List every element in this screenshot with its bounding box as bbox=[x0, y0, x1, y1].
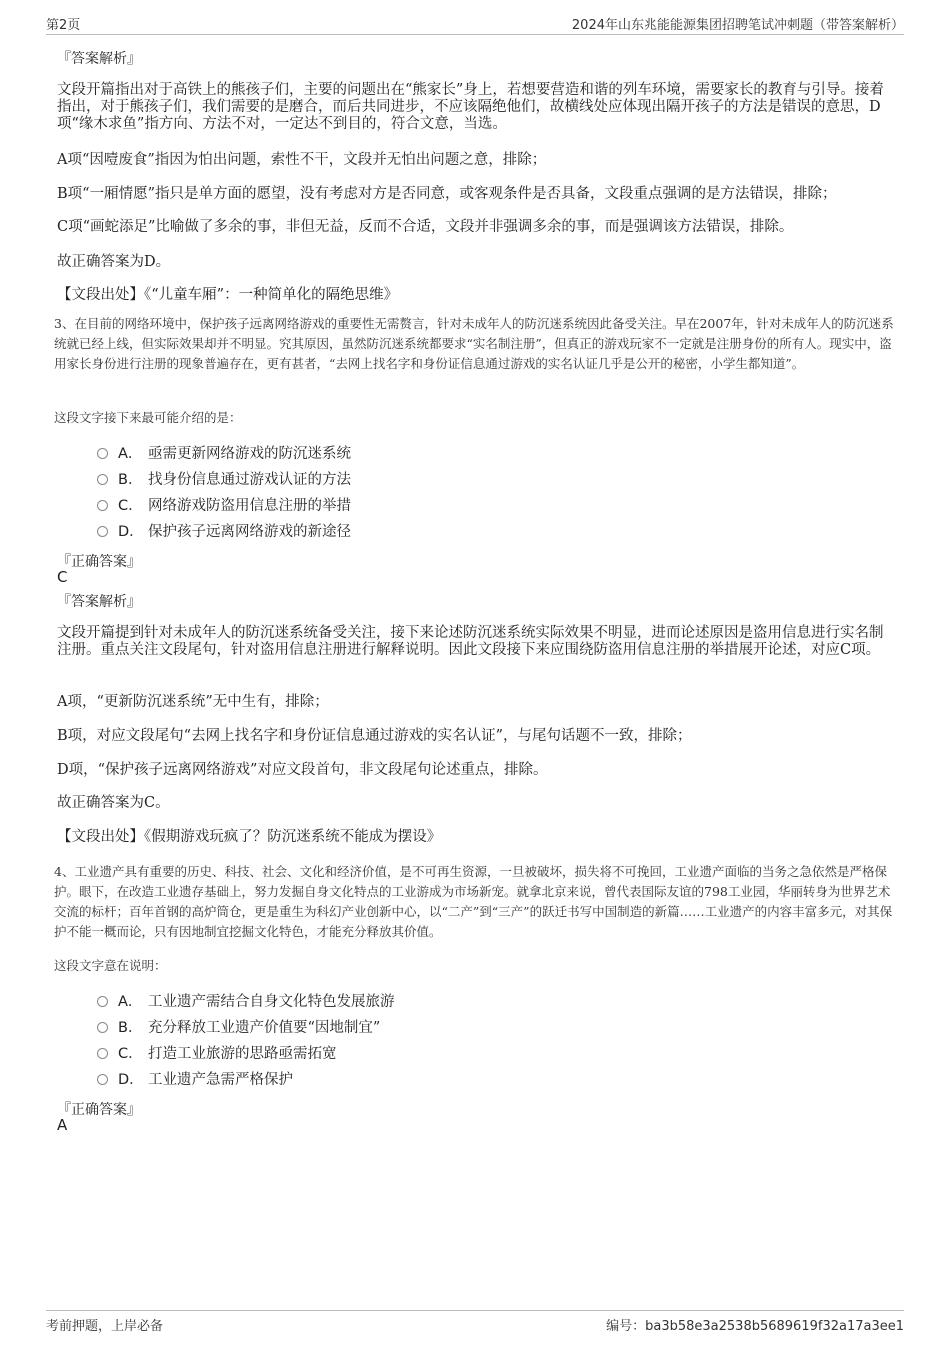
q4-stem: 4、工业遗产具有重要的历史、科技、社会、文化和经济价值，是不可再生资源，一旦被破坏，损失将不可挽回，工业遗产面临的当务之急依然是严格保护。眼下，在改造工业遗存基础上，努力发掘自身文化特点的工业游成为市场新宠。就拿北京来说，曾代表国际友谊的798工业园，华丽转身为世界艺术交流的标杆；百年首钢的高炉筒仓，更是重生为科幻产业创新中心，以“二产”到“三产”的跃迁书写中国制造的新篇……工业遗产的内容丰富多元，对其保护不能一概而论，只有因地制宜挖掘文化特色，才能充分释放其价值。 bbox=[54, 864, 893, 939]
q3-option-d[interactable]: D． 保护孩子远离网络游戏的新途径 bbox=[97, 523, 351, 541]
page-number: 第2页 bbox=[46, 18, 81, 33]
q3-prompt: 这段文字接下来最可能介绍的是： bbox=[54, 410, 242, 425]
q3-option-a[interactable]: A． 亟需更新网络游戏的防沉迷系统 bbox=[97, 445, 351, 463]
q2-source: 【文段出处】《“儿童车厢”：一种简单化的隔绝思维》 bbox=[57, 287, 399, 303]
q3-option-a-explanation: A项，“更新防沉迷系统”无中生有，排除； bbox=[57, 694, 329, 710]
page-footer bbox=[46, 1310, 904, 1335]
q3-correct-answer: C bbox=[57, 568, 68, 586]
q2-option-c-explanation: C项“画蛇添足”比喻做了多余的事，非但无益，反而不合适，文段并非强调多余的事，而是强调该方法错误，排除。 bbox=[57, 219, 794, 235]
footer-slogan: 考前押题，上岸必备 bbox=[46, 1319, 164, 1334]
document-title: 2024年山东兆能能源集团招聘笔试冲刺题（带答案解析） bbox=[571, 18, 904, 33]
q3-analysis-text: 文段开篇提到针对未成年人的防沉迷系统备受关注，接下来论述防沉迷系统实际效果不明显，进而论述原因是盗用信息进行实名制注册。重点关注文段尾句，针对盗用信息注册进行解释说明。因此文段接下来应围绕防盗用信息注册的举措展开论述，对应C项。 bbox=[57, 625, 884, 658]
q4-correct-label: 『正确答案』 bbox=[57, 1102, 141, 1118]
q3-option-b[interactable]: B． 找身份信息通过游戏认证的方法 bbox=[97, 471, 351, 489]
q3-stem: 3、在目前的网络环境中，保护孩子远离网络游戏的重要性无需赘言，针对未成年人的防沉迷系统因此备受关注。早在2007年，针对未成年人的防沉迷系统就已经上线，但实际效果却并不明显。究其原因，虽然防沉迷系统都要求“实名制注册”，但真正的游戏玩家不一定就是注册身份的所有人。现实中，盗用家长身份进行注册的现象普遍存在，更有甚者，“去网上找名字和身份证信息通过游戏的实名认证几乎是公开的秘密，小学生都知道”。 bbox=[54, 316, 894, 371]
radio-button[interactable] bbox=[97, 500, 108, 511]
q2-analysis-text: 文段开篇指出对于高铁上的熊孩子们，主要的问题出在“熊家长”身上，若想要营造和谐的列车环境，需要家长的教育与引导。接着指出，对于熊孩子们，我们需要的是磨合，而后共同进步，不应该隔绝他们，故横线处应体现出隔开孩子的方法是错误的意思，D项“缘木求鱼”指方向、方法不对，一定达不到目的，符合文意，当选。 bbox=[57, 82, 884, 132]
q4-prompt: 这段文字意在说明： bbox=[54, 958, 167, 973]
q4-option-a[interactable]: A． 工业遗产需结合自身文化特色发展旅游 bbox=[97, 993, 395, 1011]
radio-button[interactable] bbox=[97, 996, 108, 1007]
radio-button[interactable] bbox=[97, 448, 108, 459]
q3-source: 【文段出处】《假期游戏玩疯了？防沉迷系统不能成为摆设》 bbox=[57, 829, 442, 845]
q2-option-a-explanation: A项“因噎废食”指因为怕出问题，索性不干，文段并无怕出问题之意，排除； bbox=[57, 152, 547, 168]
q4-correct-answer: A bbox=[57, 1116, 68, 1134]
q3-option-d-explanation: D项，“保护孩子远离网络游戏”对应文段首句，非文段尾句论述重点，排除。 bbox=[57, 762, 548, 778]
radio-button[interactable] bbox=[97, 1022, 108, 1033]
q3-correct-label: 『正确答案』 bbox=[57, 554, 141, 570]
q4-option-d[interactable]: D． 工业遗产急需严格保护 bbox=[97, 1071, 293, 1089]
radio-button[interactable] bbox=[97, 1048, 108, 1059]
q3-analysis-label: 『答案解析』 bbox=[57, 594, 141, 610]
radio-button[interactable] bbox=[97, 526, 108, 537]
footer-code-value: ba3b58e3a2538b5689619f32a17a3ee1 bbox=[645, 1319, 904, 1334]
q3-option-c[interactable]: C． 网络游戏防盗用信息注册的举措 bbox=[97, 497, 351, 515]
footer-code bbox=[606, 1315, 904, 1334]
q2-option-b-explanation: B项“一厢情愿”指只是单方面的愿望，没有考虑对方是否同意，或客观条件是否具备，文段重点强调的是方法错误，排除； bbox=[57, 186, 837, 202]
q3-conclusion: 故正确答案为C。 bbox=[57, 795, 170, 811]
page-header bbox=[46, 12, 904, 35]
footer-code-label: 编号： bbox=[606, 1319, 646, 1334]
q4-option-b[interactable]: B． 充分释放工业遗产价值要“因地制宜” bbox=[97, 1019, 380, 1037]
q3-option-b-explanation: B项，对应文段尾句“去网上找名字和身份证信息通过游戏的实名认证”，与尾句话题不一致，排除； bbox=[57, 728, 692, 744]
q2-analysis-label: 『答案解析』 bbox=[57, 51, 141, 67]
q2-conclusion: 故正确答案为D。 bbox=[57, 254, 171, 270]
radio-button[interactable] bbox=[97, 1074, 108, 1085]
q4-option-c[interactable]: C． 打造工业旅游的思路亟需拓宽 bbox=[97, 1045, 337, 1063]
radio-button[interactable] bbox=[97, 474, 108, 485]
